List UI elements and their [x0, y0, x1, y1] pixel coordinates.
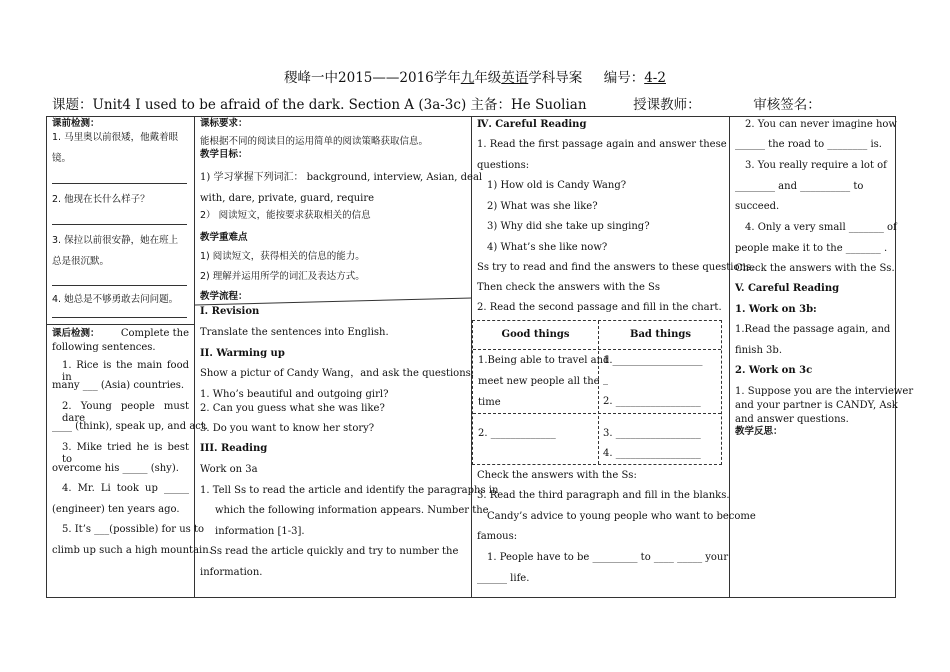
key-points-title: 教学重难点 [200, 232, 248, 243]
pre-test-title: 课前检测： [52, 118, 100, 129]
reflection-title: 教学反思： [735, 426, 783, 437]
revision-title: I. Revision [200, 306, 260, 317]
work-on-3c-title: 2. Work on 3c [735, 365, 813, 376]
column-continued: 2. You can never imagine how ______ the road to ________ is. 3. You really require a lot of ________ and __________ to succeed. 4. Only a very small _______ of people make it to the _______ . Check the answers with the Ss. V. Careful Reading 1. Work on 3b: 1.Read the passage again, and finish 3b. 2. Work on 3c 1. Suppose you are the interviewer and your partner is CANDY, Ask and answer questions. 教学反思： [735, 119, 914, 437]
work-on-3b-title: 1. Work on 3b: [735, 304, 817, 315]
good-bad-things-chart: Good things Bad things 1.Being able to travel and meet new people all the time 2. _____________ 1.__________________ _ 2. _________________ 3. _________________ 4. _________________ [472, 320, 722, 465]
process-title: 教学流程： [200, 291, 248, 302]
post-test-heading: 课后检测： Complete the [52, 328, 189, 339]
column-tests: 课前检测： 1. 马里奥以前很矮，他戴着眼 镜。 2. 他现在长什么样子？ 3. 保拉以前很安静，她在班上 总是很沉默。 4. 她总是不够勇敢去问问题。 课后检测： Complete the following sentences. 1. Rice is the main food in many ___ (Asia) countries. 2. Young people must dare ____ (think), speak up, and act. 3. Mike tried he is best to overcome his _____ (shy). 4. Mr. Li took up _____ (engineer) ten years ago. 5. It’s ___(possible) for us to climb up such a high mountain. [47, 117, 195, 597]
topic-line: 课题：Unit4 I used to be afraid of the dark. Section A (3a-3c) 主备：He Suolian 授课教师： 审核签名： [52, 97, 821, 113]
bad-things-header: Bad things [630, 329, 691, 340]
chart-divider [598, 321, 599, 464]
careful-reading-title: Ⅳ. Careful Reading [477, 119, 587, 130]
lesson-table [46, 116, 914, 598]
good-things-header: Good things [501, 329, 570, 340]
document-code: 4-2 [644, 70, 666, 86]
column-teaching-plan: 课标要求： 能根据不同的阅读目的运用简单的阅读策略获取信息。 教学目标： 1) 学习掌握下列词汇： background, interview, Asian, deal with, dare, private, guard, require 2） 阅读短文，能按要求获取相关的信息 教学重难点 1) 阅读短文，获得相关的信息的能力。 2) 理解并运用所学的词汇及表达方式。 教学流程： I. Revision Translate the sentences into English. II. Warming up Show a pictur of Candy Wang，and ask the questions: 1. Who’s beautiful and outgoing girl? 2. Can you guess what she was like? 3. Do you want to know her story? III. Reading Work on 3a 1. Tell Ss to read the article and identify the paragraphs in which the following information appears. Number the information [1-3]. Ss read the article quickly and try to number the information. [195, 117, 472, 597]
requirements-title: 课标要求： [200, 118, 248, 129]
chart-divider [473, 413, 721, 414]
reading-title: III. Reading [200, 443, 268, 454]
careful-reading-v-title: V. Careful Reading [735, 283, 840, 294]
column-careful-reading: Ⅳ. Careful Reading 1. Read the first passage again and answer these questions: 1) How old is Candy Wang? 2) What was she like? 3) Why did she take up singing? 4) What’s she like now? Ss try to read and find the answers to these questions. Then check the answers with the Ss 2. Read the second passage and fill in the chart. Check the answers with the Ss: 3. Read the third paragraph and fill in the blanks. Candy’s advice to young people who want to become famous: 1. People have to be _________ to ____ _____ your ______ life. [472, 117, 730, 597]
warming-up-title: II. Warming up [200, 348, 285, 359]
document-title: 稷峰一中2015——2016学年九年级英语学科导案 编号：4-2 [284, 70, 666, 86]
chart-divider [473, 349, 721, 350]
goals-title: 教学目标： [200, 149, 248, 160]
